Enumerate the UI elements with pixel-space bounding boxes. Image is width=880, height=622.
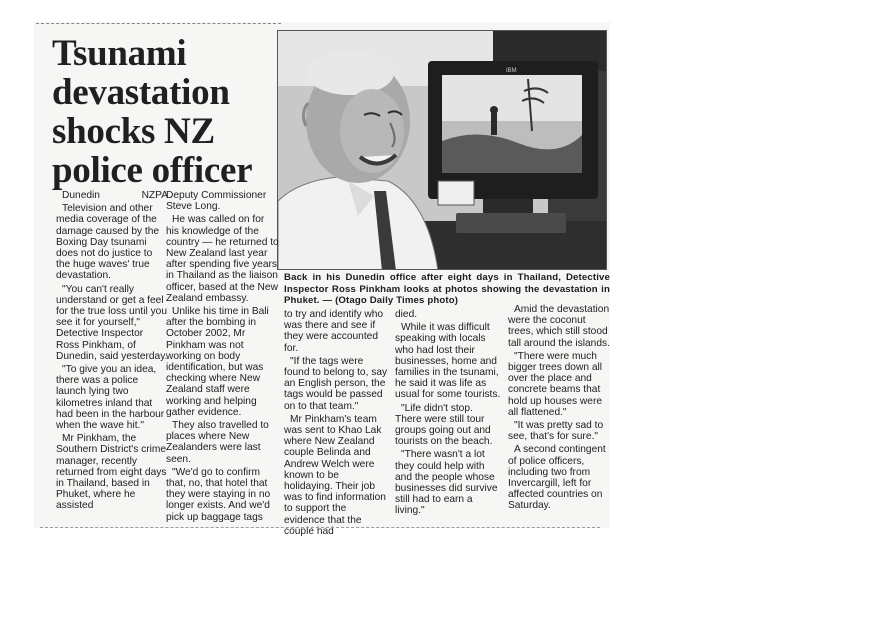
paragraph: They also travelled to places where New Zealanders were last seen. [166, 420, 269, 465]
dateline [56, 190, 168, 201]
headline: Tsunami devastation shocks NZ police officer [52, 33, 253, 191]
bottom-rule [40, 527, 600, 528]
paragraph: Television and other media coverage of the damage caused by the Boxing Day tsunami does not do justice to the huge waves' true devastation. [56, 203, 160, 282]
top-rule [36, 23, 281, 24]
paragraph: Amid the devastation were the coconut trees, which still stood tall around the islands. [508, 304, 610, 349]
paragraph: died. [395, 309, 418, 320]
paragraph: "We'd go to confirm that, no, that hotel that they were staying in no longer exists. And we'd pick up baggage tags [166, 466, 271, 523]
paragraph: Deputy Commissioner Steve Long. [166, 190, 267, 213]
paragraph: "There were much bigger trees down all over the place and concrete beams that hold up houses were all flattened." [508, 350, 603, 418]
paragraph: "To give you an idea, there was a police launch lying two kilometres inland that had been in the harbour when the wave hit." [56, 364, 165, 432]
photo-caption: Back in his Dunedin office after eight days in Thailand, Detective Inspector Ross Pinkham looks at photos showing the devastation in Phuket. — (Otago Daily Times photo) [284, 272, 610, 306]
article-column-5 [508, 304, 612, 514]
dateline-place: Dunedin [62, 190, 100, 201]
paragraph: Mr Pinkham, the Southern District's crime manager, recently returned from eight days in Thailand, based in Phuket, where he assisted [56, 433, 167, 512]
paragraph: "There wasn't a lot they could help with and the people whose businesses did survive still had to earn a living." [395, 449, 498, 517]
paragraph: While it was difficult speaking with locals who had lost their businesses, home and families in the tsunami, he said it was life as usual for some tourists. [395, 322, 501, 401]
paragraph: Mr Pinkham's team was sent to Khao Lak where New Zealand couple Belinda and Andrew Welch were known to be holidaying. Their job was to find information to support the evidence that the couple had [284, 413, 386, 537]
article-column-3 [284, 309, 388, 539]
article-column-2 [166, 190, 279, 525]
paragraph: "It was pretty sad to see, that's for sure." [508, 420, 604, 443]
paragraph: He was called on for his knowledge of the country — he returned to New Zealand last year after spending five years in Thailand as the liaison officer, based at the New Zealand embassy. [166, 214, 279, 304]
monitor-brand: IBM [506, 68, 517, 74]
paragraph: A second contingent of police officers, including two from Invercargill, left for affected countries on Saturday. [508, 444, 606, 512]
dateline-agency: NZPA [141, 190, 168, 201]
paragraph: Unlike his time in Bali after the bombing in October 2002, Mr Pinkham was not working on body identification, but was checking where New Zealand staff were working and helping gather evidence. [166, 306, 269, 418]
paragraph: "If the tags were found to belong to, say an English person, the tags would be passed on to that team." [284, 355, 388, 412]
article-column-1 [56, 190, 168, 514]
article-photo [277, 30, 607, 270]
article-column-4 [395, 309, 501, 519]
paragraph: "Life didn't stop. There were still tour groups going out and tourists on the beach. [395, 402, 493, 448]
photo-illustration [278, 31, 607, 270]
paragraph: to try and identify who was there and see if they were accounted for. [284, 309, 384, 354]
paragraph: "You can't really understand or get a feel for the true loss until you see it for yourself," Detective Inspector Ross Pinkham, of Dunedin, said yesterday. [56, 283, 168, 362]
